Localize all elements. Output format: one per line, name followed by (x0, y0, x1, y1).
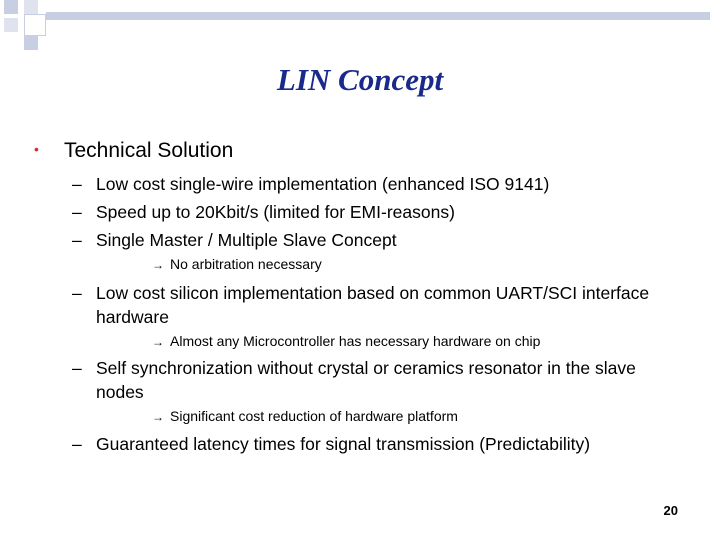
decor-square (24, 36, 38, 50)
bullet-icon: • (34, 141, 39, 157)
arrow-icon: → (152, 258, 164, 272)
decor-square (4, 0, 18, 14)
sub-item-text: Low cost single-wire implementation (enhanced ISO 9141) (96, 174, 550, 194)
sub-item-text: Guaranteed latency times for signal transmission (Predictability) (96, 434, 591, 454)
sub-item (72, 281, 672, 329)
note-text: Almost any Microcontroller has necessary hardware on chip (170, 333, 541, 349)
decor-square (4, 18, 18, 32)
sub-item (72, 356, 684, 404)
decor-square-outline (24, 14, 46, 36)
main-bullet (34, 139, 233, 163)
dash-icon: – (72, 202, 82, 222)
decor-square (24, 0, 38, 14)
sub-item (72, 228, 702, 252)
sub-item (72, 172, 702, 196)
dash-icon: – (72, 434, 82, 454)
note-text: No arbitration necessary (170, 256, 322, 272)
sub-item-text: Self synchronization without crystal or ceramics resonator in the slave nodes (96, 358, 636, 402)
page-number: 20 (663, 503, 678, 518)
dash-icon: – (72, 283, 82, 303)
dash-icon: – (72, 174, 82, 194)
sub-item (72, 432, 592, 456)
dash-icon: – (72, 358, 82, 378)
arrow-icon: → (152, 335, 164, 349)
note-text: Significant cost reduction of hardware platform (170, 408, 458, 424)
note-item (152, 256, 322, 272)
header-rule (46, 12, 710, 20)
sub-item (72, 200, 702, 224)
slide-title: LIN Concept (276, 62, 444, 97)
dash-icon: – (72, 230, 82, 250)
arrow-icon: → (152, 410, 164, 424)
sub-item-text: Single Master / Multiple Slave Concept (96, 230, 397, 250)
note-item (152, 333, 540, 349)
sub-item-text: Low cost silicon implementation based on common UART/SCI interface hardware (96, 283, 650, 327)
main-bullet-text: Technical Solution (64, 139, 234, 162)
note-item (152, 408, 458, 424)
sub-item-text: Speed up to 20Kbit/s (limited for EMI-reasons) (96, 202, 455, 222)
